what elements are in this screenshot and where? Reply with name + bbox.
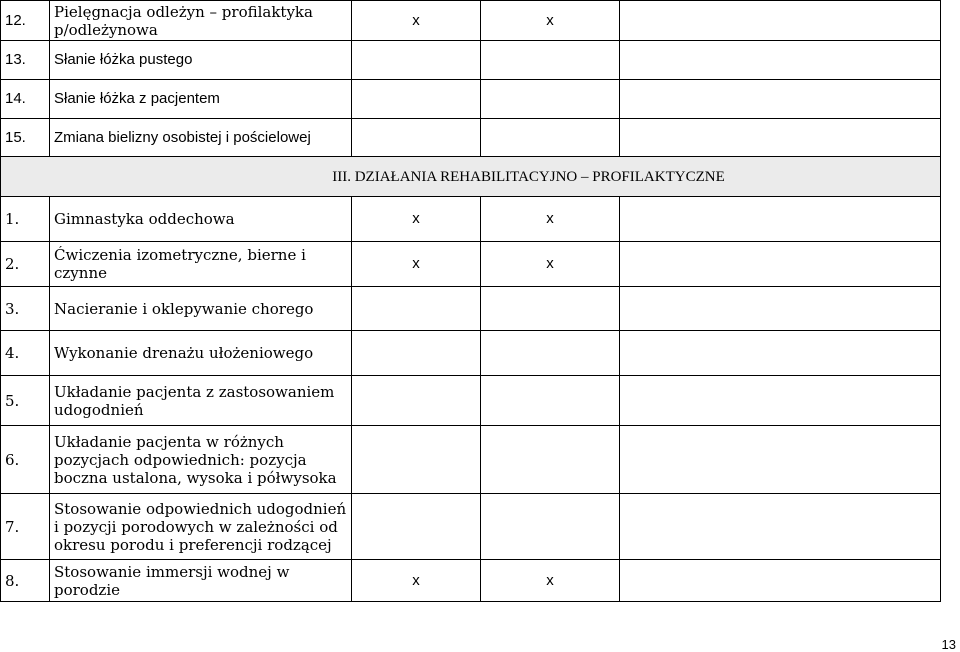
row-number: 2.	[1, 242, 50, 287]
mark-cell-2: x	[481, 560, 620, 602]
row-number: 12.	[1, 1, 50, 41]
mark-cell-1	[352, 41, 481, 80]
table-row	[1, 242, 941, 287]
empty-cell	[620, 376, 941, 426]
row-number: 5.	[1, 376, 50, 426]
section-title: III. DZIAŁANIA REHABILITACYJNO – PROFILAKTYCZNE	[1, 157, 941, 197]
row-description: Pielęgnacja odleżyn – profilaktyka p/odleżynowa	[50, 1, 352, 41]
mark-cell-2	[481, 119, 620, 157]
row-description: Gimnastyka oddechowa	[50, 197, 352, 242]
row-description: Ćwiczenia izometryczne, bierne i czynne	[50, 242, 352, 287]
page-number: 13	[941, 637, 956, 652]
mark-cell-2	[481, 331, 620, 376]
table-row	[1, 197, 941, 242]
empty-cell	[620, 560, 941, 602]
mark-cell-2	[481, 287, 620, 331]
empty-cell	[620, 494, 941, 560]
table-row	[1, 41, 941, 80]
table-row	[1, 331, 941, 376]
empty-cell	[620, 242, 941, 287]
table-row	[1, 287, 941, 331]
empty-cell	[620, 80, 941, 119]
mark-cell-2	[481, 494, 620, 560]
mark-cell-2: x	[481, 1, 620, 41]
empty-cell	[620, 119, 941, 157]
empty-cell	[620, 41, 941, 80]
empty-cell	[620, 331, 941, 376]
mark-cell-2: x	[481, 197, 620, 242]
mark-cell-2	[481, 426, 620, 494]
table-row	[1, 426, 941, 494]
mark-cell-1	[352, 494, 481, 560]
row-description: Zmiana bielizny osobistej i pościelowej	[50, 119, 352, 157]
row-description: Słanie łóżka z pacjentem	[50, 80, 352, 119]
mark-cell-1	[352, 287, 481, 331]
mark-cell-1	[352, 331, 481, 376]
row-description: Wykonanie drenażu ułożeniowego	[50, 331, 352, 376]
mark-cell-1: x	[352, 242, 481, 287]
mark-cell-1	[352, 80, 481, 119]
row-description: Nacieranie i oklepywanie chorego	[50, 287, 352, 331]
row-description: Układanie pacjenta z zastosowaniem udogodnień	[50, 376, 352, 426]
row-number: 8.	[1, 560, 50, 602]
table-row	[1, 376, 941, 426]
row-number: 3.	[1, 287, 50, 331]
mark-cell-2: x	[481, 242, 620, 287]
row-number: 4.	[1, 331, 50, 376]
table-row	[1, 80, 941, 119]
mark-cell-1	[352, 119, 481, 157]
mark-cell-2	[481, 80, 620, 119]
mark-cell-1: x	[352, 560, 481, 602]
table-row	[1, 560, 941, 602]
empty-cell	[620, 426, 941, 494]
empty-cell	[620, 287, 941, 331]
row-number: 6.	[1, 426, 50, 494]
mark-cell-1	[352, 426, 481, 494]
row-number: 15.	[1, 119, 50, 157]
row-description: Stosowanie odpowiednich udogodnień i pozycji porodowych w zależności od okresu porodu i preferencji rodzącej	[50, 494, 352, 560]
row-number: 14.	[1, 80, 50, 119]
section-header-row	[1, 157, 941, 197]
row-number: 1.	[1, 197, 50, 242]
row-description: Układanie pacjenta w różnych pozycjach odpowiednich: pozycja boczna ustalona, wysoka i półwysoka	[50, 426, 352, 494]
table-row	[1, 494, 941, 560]
mark-cell-1	[352, 376, 481, 426]
row-description: Stosowanie immersji wodnej w porodzie	[50, 560, 352, 602]
row-number: 7.	[1, 494, 50, 560]
empty-cell	[620, 197, 941, 242]
row-number: 13.	[1, 41, 50, 80]
table-row	[1, 119, 941, 157]
mark-cell-2	[481, 41, 620, 80]
mark-cell-2	[481, 376, 620, 426]
table-row	[1, 1, 941, 41]
mark-cell-1: x	[352, 197, 481, 242]
mark-cell-1: x	[352, 1, 481, 41]
row-description: Słanie łóżka pustego	[50, 41, 352, 80]
empty-cell	[620, 1, 941, 41]
